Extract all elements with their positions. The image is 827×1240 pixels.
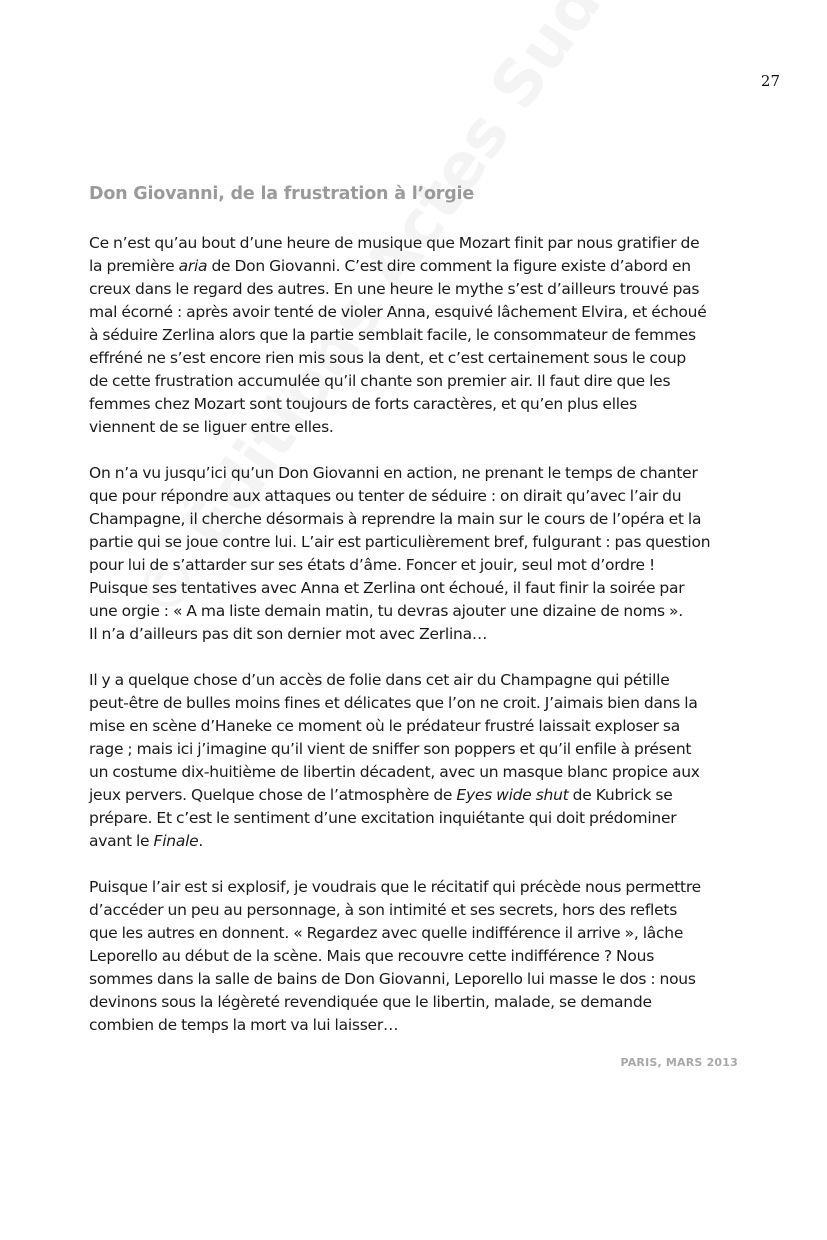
text-line [89, 669, 749, 692]
text-run: Il y a quelque chose d’un accès de folie dans cet air du Champagne qui pétille [89, 671, 670, 689]
text-run: Puisque l’air est si explosif, je voudrais que le récitatif qui précède nous permettre [89, 878, 701, 896]
text-line [89, 232, 749, 255]
text-line [89, 830, 749, 853]
text-line [89, 255, 749, 278]
text-run: Leporello au début de la scène. Mais que recouvre cette indifférence ? Nous [89, 947, 655, 965]
text-line [89, 370, 749, 393]
text-run: Il n’a d’ailleurs pas dit son dernier mot avec Zerlina… [89, 625, 488, 643]
text-run: On n’a vu jusqu’ici qu’un Don Giovanni en action, ne prenant le temps de chanter [89, 464, 698, 482]
paragraph [89, 669, 749, 853]
text-line [89, 1014, 749, 1037]
text-run: à séduire Zerlina alors que la partie semblait facile, le consommateur de femmes [89, 326, 696, 344]
text-run: Ce n’est qu’au bout d’une heure de musique que Mozart finit par nous gratifier de [89, 234, 700, 252]
text-line [89, 278, 749, 301]
paragraph [89, 232, 749, 439]
italic-title: aria [178, 257, 208, 275]
text-run: de Don Giovanni. C’est dire comment la figure existe d’abord en [207, 257, 691, 275]
text-run: de Kubrick se [568, 786, 673, 804]
italic-title: Finale [153, 832, 199, 850]
text-run: femmes chez Mozart sont toujours de forts caractères, et qu’en plus elles [89, 395, 637, 413]
text-run: une orgie : « A ma liste demain matin, tu devras ajouter une dizaine de noms ». [89, 602, 683, 620]
text-line [89, 968, 749, 991]
dateline: PARIS, MARS 2013 [620, 1056, 738, 1069]
text-run: mise en scène d’Haneke ce moment où le prédateur frustré laissait exploser sa [89, 717, 681, 735]
text-line [89, 416, 749, 439]
text-run: Champagne, il cherche désormais à reprendre la main sur le cours de l’opéra et la [89, 510, 702, 528]
text-line [89, 991, 749, 1014]
text-line [89, 945, 749, 968]
text-run: combien de temps la mort va lui laisser… [89, 1016, 399, 1034]
text-run: rage ; mais ici j’imagine qu’il vient de sniffer son poppers et qu’il enfile à présent [89, 740, 692, 758]
text-run: avant le [89, 832, 154, 850]
paragraph [89, 462, 749, 646]
text-line [89, 692, 749, 715]
text-run: creux dans le regard des autres. En une heure le mythe s’est d’ailleurs trouvé pas [89, 280, 700, 298]
text-run: jeux pervers. Quelque chose de l’atmosphère de [89, 786, 457, 804]
text-run: viennent de se liguer entre elles. [89, 418, 334, 436]
text-run: d’accéder un peu au personnage, à son intimité et ses secrets, hors des reflets [89, 901, 678, 919]
text-line [89, 715, 749, 738]
text-line [89, 738, 749, 761]
section-heading: Don Giovanni, de la frustration à l’orgie [89, 184, 475, 204]
text-line [89, 485, 749, 508]
page-number: 27 [760, 72, 780, 90]
text-run: un costume dix-huitième de libertin décadent, avec un masque blanc propice aux [89, 763, 700, 781]
text-line [89, 462, 749, 485]
text-line [89, 784, 749, 807]
text-run: que pour répondre aux attaques ou tenter de séduire : on dirait qu’avec l’air du [89, 487, 682, 505]
text-run: effréné ne s’est encore rien mis sous la dent, et c’est certainement sous le coup [89, 349, 687, 367]
text-line [89, 347, 749, 370]
text-line [89, 554, 749, 577]
text-line [89, 324, 749, 347]
italic-title: Eyes wide shut [456, 786, 569, 804]
text-line [89, 600, 749, 623]
text-run: sommes dans la salle de bains de Don Giovanni, Leporello lui masse le dos : nous [89, 970, 696, 988]
text-run: prépare. Et c’est le sentiment d’une excitation inquiétante qui doit prédominer [89, 809, 677, 827]
text-line [89, 922, 749, 945]
text-line [89, 531, 749, 554]
body-text [89, 232, 749, 1060]
text-line [89, 899, 749, 922]
text-line [89, 301, 749, 324]
text-line [89, 807, 749, 830]
text-line [89, 623, 749, 646]
text-run: de cette frustration accumulée qu’il chante son premier air. Il faut dire que les [89, 372, 671, 390]
text-run: la première [89, 257, 179, 275]
text-run: devinons sous la légèreté revendiquée que le libertin, malade, se demande [89, 993, 652, 1011]
text-run: Puisque ses tentatives avec Anna et Zerlina ont échoué, il faut finir la soirée par [89, 579, 685, 597]
text-run: partie qui se joue contre lui. L’air est particulièrement bref, fulgurant : pas question [89, 533, 711, 551]
text-line [89, 393, 749, 416]
text-run: mal écorné : après avoir tenté de violer Anna, esquivé lâchement Elvira, et échoué [89, 303, 707, 321]
text-run: pour lui de s’attarder sur ses états d’âme. Foncer et jouir, seul mot d’ordre ! [89, 556, 655, 574]
paragraph [89, 876, 749, 1037]
text-line [89, 508, 749, 531]
text-run: peut-être de bulles moins fines et délicates que l’on ne croit. J’aimais bien dans la [89, 694, 698, 712]
text-run: que les autres en donnent. « Regardez avec quelle indifférence il arrive », lâche [89, 924, 684, 942]
text-run: . [198, 832, 204, 850]
text-line [89, 761, 749, 784]
text-line [89, 876, 749, 899]
text-line [89, 577, 749, 600]
